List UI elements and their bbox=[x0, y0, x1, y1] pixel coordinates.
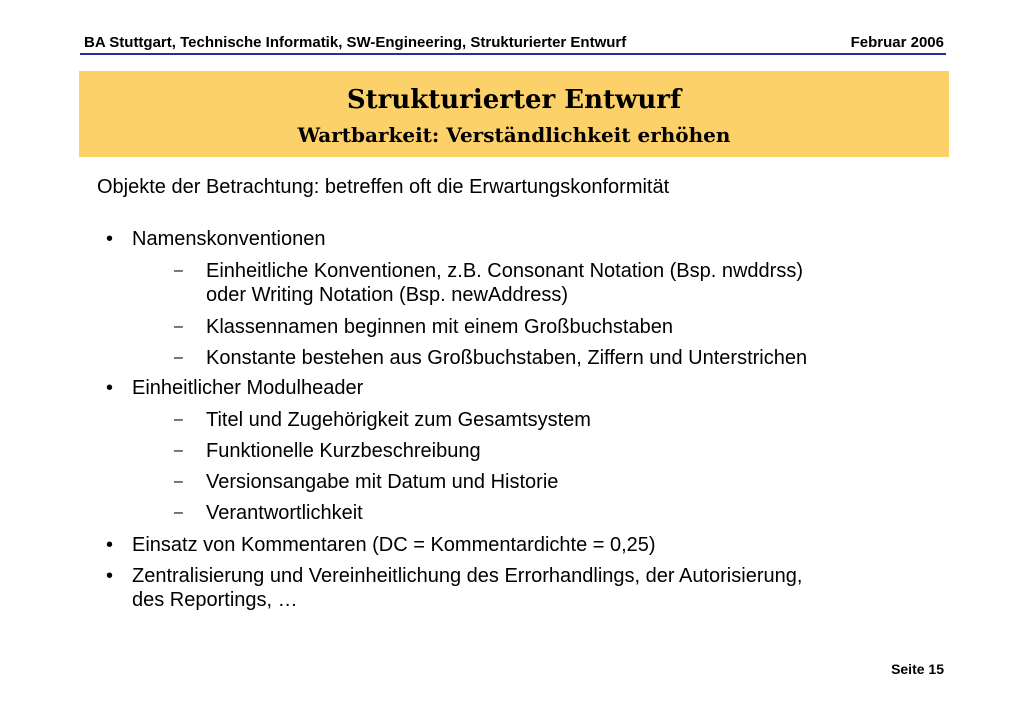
list-subitem-text: Konstante bestehen aus Großbuchstaben, Ziffern und Unterstrichen bbox=[206, 347, 808, 369]
dash-marker: – bbox=[174, 318, 183, 335]
list-subitem bbox=[174, 501, 363, 525]
intro-text: Objekte der Betrachtung: betreffen oft die Erwartungskonformität bbox=[97, 176, 670, 198]
dash-marker: – bbox=[174, 442, 183, 459]
slide-subtitle: Wartbarkeit: Verständlichkeit erhöhen bbox=[297, 123, 731, 147]
list-subitem bbox=[174, 346, 808, 370]
list-item-text: Namenskonventionen bbox=[132, 228, 326, 250]
bullet-marker: • bbox=[106, 228, 114, 250]
list-item-text: Einsatz von Kommentaren (DC = Kommentardichte = 0,25) bbox=[132, 534, 656, 556]
list-item bbox=[106, 227, 326, 251]
title-banner bbox=[79, 71, 949, 157]
list-item bbox=[106, 533, 656, 557]
slide-title: Strukturierter Entwurf bbox=[346, 85, 682, 115]
list-subitem bbox=[174, 439, 481, 463]
list-subitem-text: Klassennamen beginnen mit einem Großbuchstaben bbox=[206, 316, 673, 338]
bullet-marker: • bbox=[106, 534, 114, 556]
list-subitem bbox=[174, 259, 804, 307]
dash-marker: – bbox=[174, 504, 183, 521]
list-subitem-text-line1: Einheitliche Konventionen, z.B. Consonant Notation (Bsp. nwddrss) bbox=[206, 260, 804, 282]
list-subitem-text: Titel und Zugehörigkeit zum Gesamtsystem bbox=[206, 409, 591, 431]
dash-marker: – bbox=[174, 411, 183, 428]
list-item bbox=[106, 564, 803, 612]
list-subitem-text: Funktionelle Kurzbeschreibung bbox=[206, 440, 481, 462]
list-item-text: Einheitlicher Modulheader bbox=[132, 377, 364, 399]
list-item-text-line2: des Reportings, … bbox=[132, 589, 298, 611]
list-subitem bbox=[174, 470, 559, 494]
bullet-marker: • bbox=[106, 377, 114, 399]
header-left-text: BA Stuttgart, Technische Informatik, SW-Engineering, Strukturierter Entwurf bbox=[84, 34, 627, 51]
bullet-marker: • bbox=[106, 565, 114, 587]
page-number: Seite 15 bbox=[891, 661, 944, 677]
dash-marker: – bbox=[174, 262, 183, 279]
header-date: Februar 2006 bbox=[850, 34, 944, 51]
dash-marker: – bbox=[174, 473, 183, 490]
dash-marker: – bbox=[174, 349, 183, 366]
list-item-text-line1: Zentralisierung und Vereinheitlichung des Errorhandlings, der Autorisierung, bbox=[132, 565, 803, 587]
list-subitem-text-line2: oder Writing Notation (Bsp. newAddress) bbox=[206, 284, 569, 306]
list-item bbox=[106, 376, 364, 400]
list-subitem bbox=[174, 315, 673, 339]
list-subitem bbox=[174, 408, 591, 432]
list-subitem-text: Versionsangabe mit Datum und Historie bbox=[206, 471, 559, 493]
header-rule bbox=[80, 53, 946, 55]
list-subitem-text: Verantwortlichkeit bbox=[206, 502, 363, 524]
